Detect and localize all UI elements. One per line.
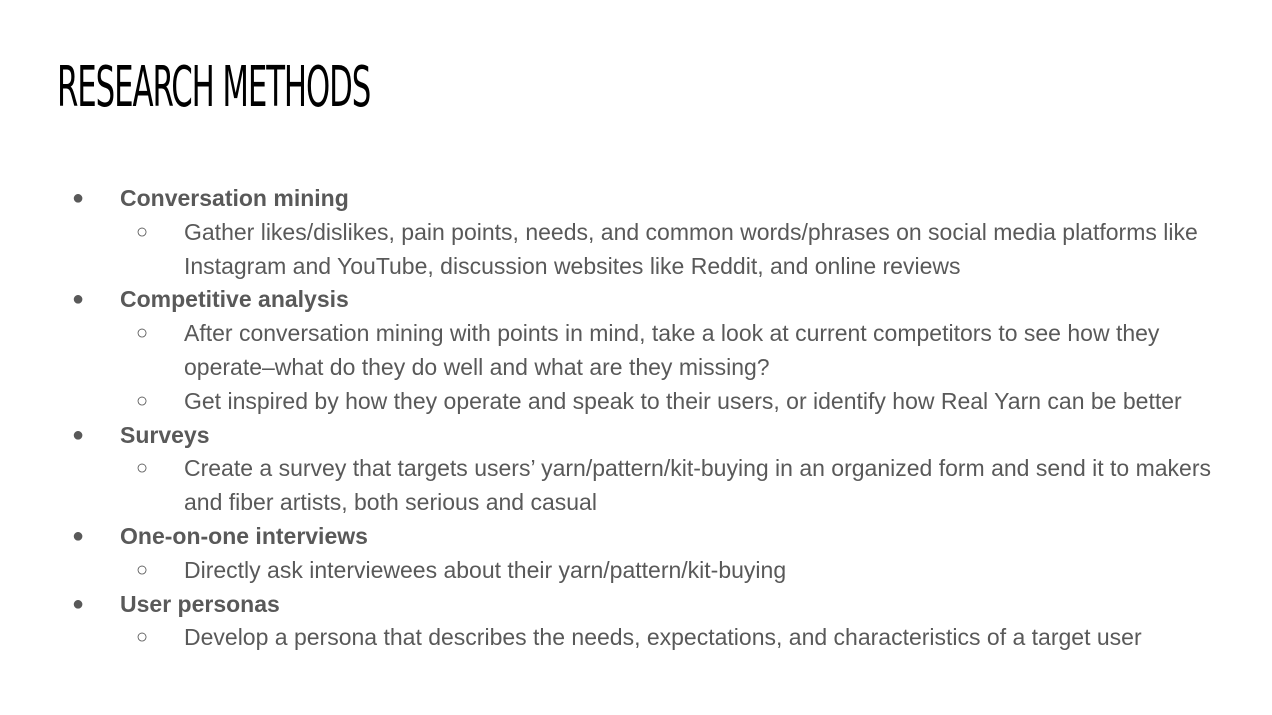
bullet-hollow-icon: ○ <box>136 220 149 243</box>
list-item <box>0 182 1272 216</box>
bullet-filled-icon: ● <box>72 187 85 209</box>
sub-list-item <box>0 452 1272 520</box>
list-item <box>0 419 1272 453</box>
bullet-hollow-icon: ○ <box>136 558 149 581</box>
sub-list-item-text: After conversation mining with points in mind, take a look at current competitors to see how they operate–what do they do well and what are they missing? <box>184 320 1160 380</box>
list-item-heading: One-on-one interviews <box>120 522 368 549</box>
bullet-hollow-icon: ○ <box>136 322 149 345</box>
sub-list-item <box>0 621 1272 655</box>
bullet-filled-icon: ● <box>72 423 85 446</box>
sub-list-item-text: Create a survey that targets users’ yarn/pattern/kit-buying in an organized form and send it to makers and fiber artists, both serious and casual <box>184 455 1211 516</box>
bullet-hollow-icon: ○ <box>136 389 149 412</box>
sub-list-item <box>0 554 1272 588</box>
bullet-filled-icon: ● <box>72 288 85 311</box>
sub-list-item <box>0 216 1272 284</box>
bullet-filled-icon: ● <box>72 592 85 615</box>
list-item <box>0 520 1272 554</box>
research-methods-list <box>0 182 1272 655</box>
sub-list-item-text: Gather likes/dislikes, pain points, needs, and common words/phrases on social media platforms like Instagram and YouTube, discussion websites like Reddit, and online reviews <box>184 218 1198 279</box>
list-item <box>0 588 1272 622</box>
sub-list-item-text: Develop a persona that describes the needs, expectations, and characteristics of a target user <box>184 624 1142 651</box>
list-item <box>0 283 1272 317</box>
bullet-hollow-icon: ○ <box>136 626 149 649</box>
bullet-filled-icon: ● <box>72 524 85 547</box>
list-item-heading: Surveys <box>120 421 210 448</box>
list-item-heading: Competitive analysis <box>120 286 349 313</box>
slide-title: RESEARCH METHODS <box>57 55 371 120</box>
list-item-heading: User personas <box>120 590 280 617</box>
sub-list-item <box>0 385 1272 419</box>
bullet-hollow-icon: ○ <box>136 457 149 480</box>
sub-list-item-text: Get inspired by how they operate and speak to their users, or identify how Real Yarn can be better <box>184 387 1182 414</box>
sub-list-item-text: Directly ask interviewees about their yarn/pattern/kit-buying <box>184 556 787 583</box>
list-item-heading: Conversation mining <box>120 185 349 211</box>
sub-list-item <box>0 317 1272 385</box>
